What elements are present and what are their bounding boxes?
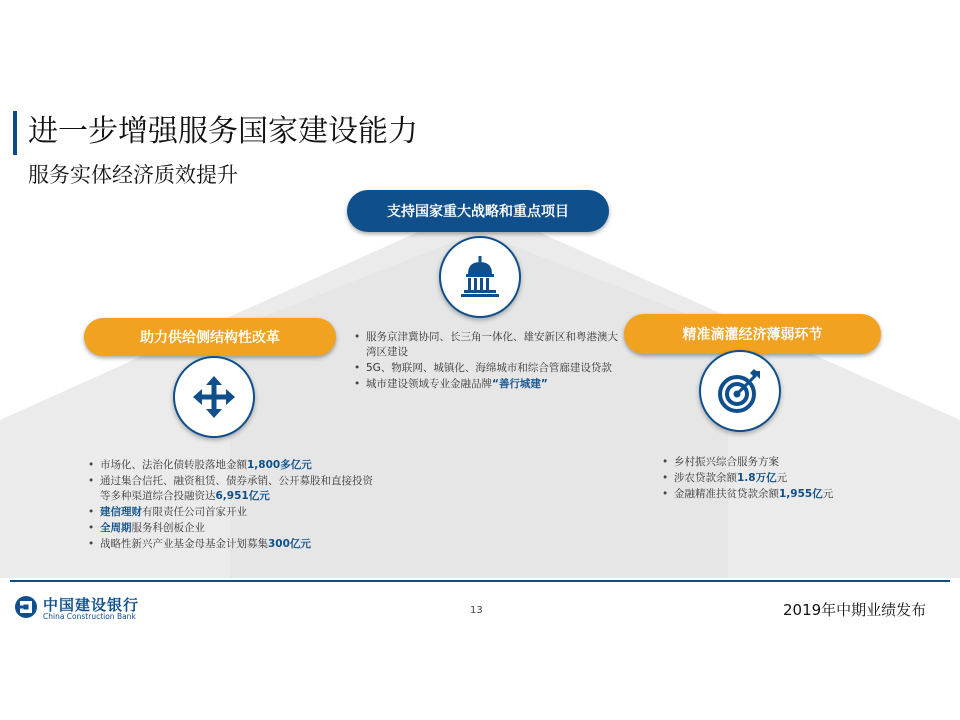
list-item	[352, 377, 622, 392]
center-topic-pill: 支持国家重大战略和重点项目	[347, 190, 609, 232]
list-item	[660, 455, 900, 470]
highlight-text: 1,955亿	[779, 488, 823, 500]
capitol-building-icon	[439, 236, 521, 318]
page-title: 进一步增强服务国家建设能力	[28, 114, 418, 149]
item-text: 元	[822, 488, 834, 500]
highlight-text: 300亿元	[268, 538, 311, 550]
title-accent-bar	[13, 111, 17, 155]
list-item	[660, 487, 900, 502]
item-text: 战略性新兴产业基金母基金计划募集	[100, 538, 268, 550]
list-item	[86, 537, 376, 552]
highlight-text: 建信理财	[100, 506, 142, 518]
left-bullet-list	[86, 458, 376, 553]
item-text: 5G、物联网、城镇化、海绵城市和综合管廊建设贷款	[366, 362, 612, 374]
list-item	[86, 521, 376, 536]
bank-name-en: China Construction Bank	[43, 612, 136, 621]
item-text: 服务科创板企业	[131, 522, 205, 534]
center-bullet-list	[352, 330, 622, 393]
item-text: 元	[776, 472, 788, 484]
list-item	[86, 505, 376, 520]
list-item	[352, 361, 622, 376]
highlight-text: 1.8万亿	[737, 472, 777, 484]
list-item	[352, 330, 622, 360]
item-text: 市场化、法治化债转股落地金额	[100, 459, 247, 471]
right-topic-pill: 精准滴灌经济薄弱环节	[624, 314, 881, 354]
item-text: 有限责任公司首家开业	[142, 506, 247, 518]
item-text: 服务京津冀协同、长三角一体化、雄安新区和粤港澳大湾区建设	[366, 331, 618, 358]
bank-name-cn: 中国建设银行	[43, 596, 140, 614]
list-item	[660, 471, 900, 486]
highlight-text: “善行城建”	[492, 378, 548, 390]
item-text: 通过集合信托、融资租赁、债券承销、公开募股和直接投资等多种渠道综合投融资达	[100, 475, 373, 502]
highlight-text: 全周期	[100, 522, 132, 534]
footer-divider	[10, 580, 950, 582]
highlight-text: 6,951亿元	[215, 490, 270, 502]
right-bullet-list	[660, 455, 900, 503]
page-subtitle: 服务实体经济质效提升	[28, 163, 238, 187]
event-title: 2019年中期业绩发布	[783, 601, 927, 619]
highlight-text: 1,800多亿元	[247, 459, 312, 471]
list-item	[86, 458, 376, 473]
item-text: 金融精准扶贫贷款余额	[674, 488, 779, 500]
item-text: 乡村振兴综合服务方案	[674, 456, 779, 468]
item-text: 涉农贷款余额	[674, 472, 737, 484]
item-text: 城市建设领域专业金融品牌	[366, 378, 492, 390]
four-way-arrows-icon	[173, 356, 255, 438]
page-number: 13	[470, 605, 483, 616]
left-topic-pill: 助力供给侧结构性改革	[84, 318, 336, 356]
list-item	[86, 474, 376, 504]
ccb-logo-icon	[14, 595, 38, 619]
target-arrow-icon	[699, 350, 781, 432]
